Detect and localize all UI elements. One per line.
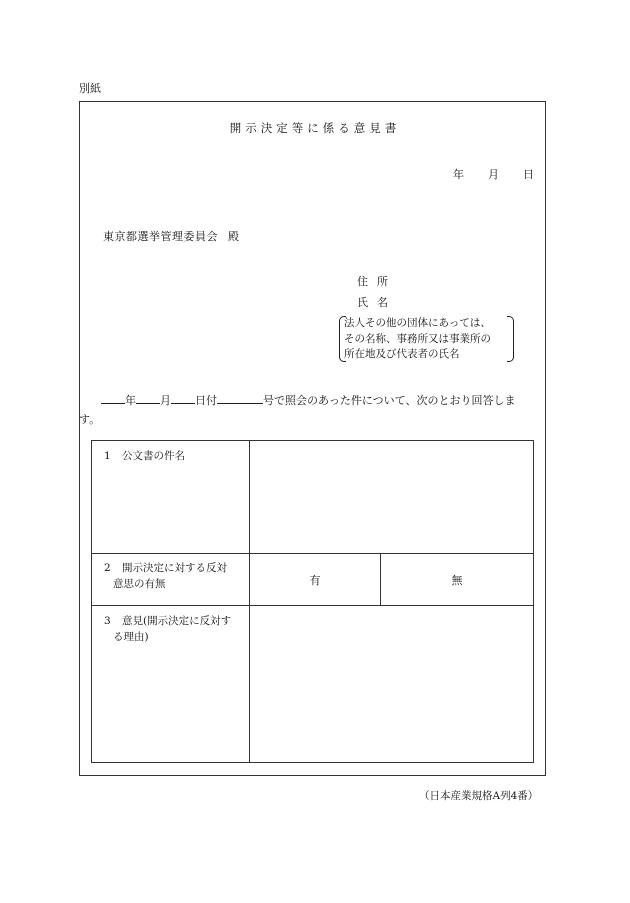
corporate-note-line: その名称、事務所又は事業所の — [344, 332, 491, 345]
date-day: 日 — [523, 168, 534, 181]
response-table — [91, 440, 534, 763]
corporate-note-line: 法人その他の団体にあっては、 — [344, 317, 491, 329]
yes-option[interactable]: 有 — [309, 574, 321, 587]
row3-label: 3 意見(開示決定に反対す る理由) — [104, 615, 232, 643]
document-title-cell[interactable] — [250, 442, 533, 552]
corporate-note — [339, 316, 514, 362]
date-year: 年 — [453, 168, 464, 181]
name-label: 氏名 — [357, 296, 397, 309]
reply-sentence: 年 月 日付 号で照会のあった件について、次のとおり回答しま す。 — [79, 394, 516, 426]
row1-label: 1 公文書の件名 — [104, 450, 185, 462]
honorific: 殿 — [228, 230, 240, 243]
row2-label: 2 開示決定に対する反対 意思の有無 — [104, 562, 227, 590]
no-option[interactable]: 無 — [451, 574, 463, 587]
footer-standard: （日本産業規格A列4番） — [419, 790, 539, 802]
year-blank[interactable] — [101, 392, 125, 404]
addressee-name: 東京都選挙管理委員会 — [103, 230, 218, 243]
date-month: 月 — [488, 168, 499, 181]
month-blank[interactable] — [136, 392, 160, 404]
corporate-note-line: 所在地及び代表者の氏名 — [344, 348, 460, 360]
address-label: 住所 — [357, 275, 397, 288]
form-title: 開示決定等に係る意見書 — [229, 121, 401, 135]
table-row-divider — [92, 553, 533, 554]
opinion-cell[interactable] — [250, 606, 533, 762]
number-blank[interactable] — [217, 392, 263, 404]
attachment-label: 別紙 — [79, 82, 101, 95]
addressee — [103, 228, 240, 244]
day-blank[interactable] — [171, 392, 195, 404]
